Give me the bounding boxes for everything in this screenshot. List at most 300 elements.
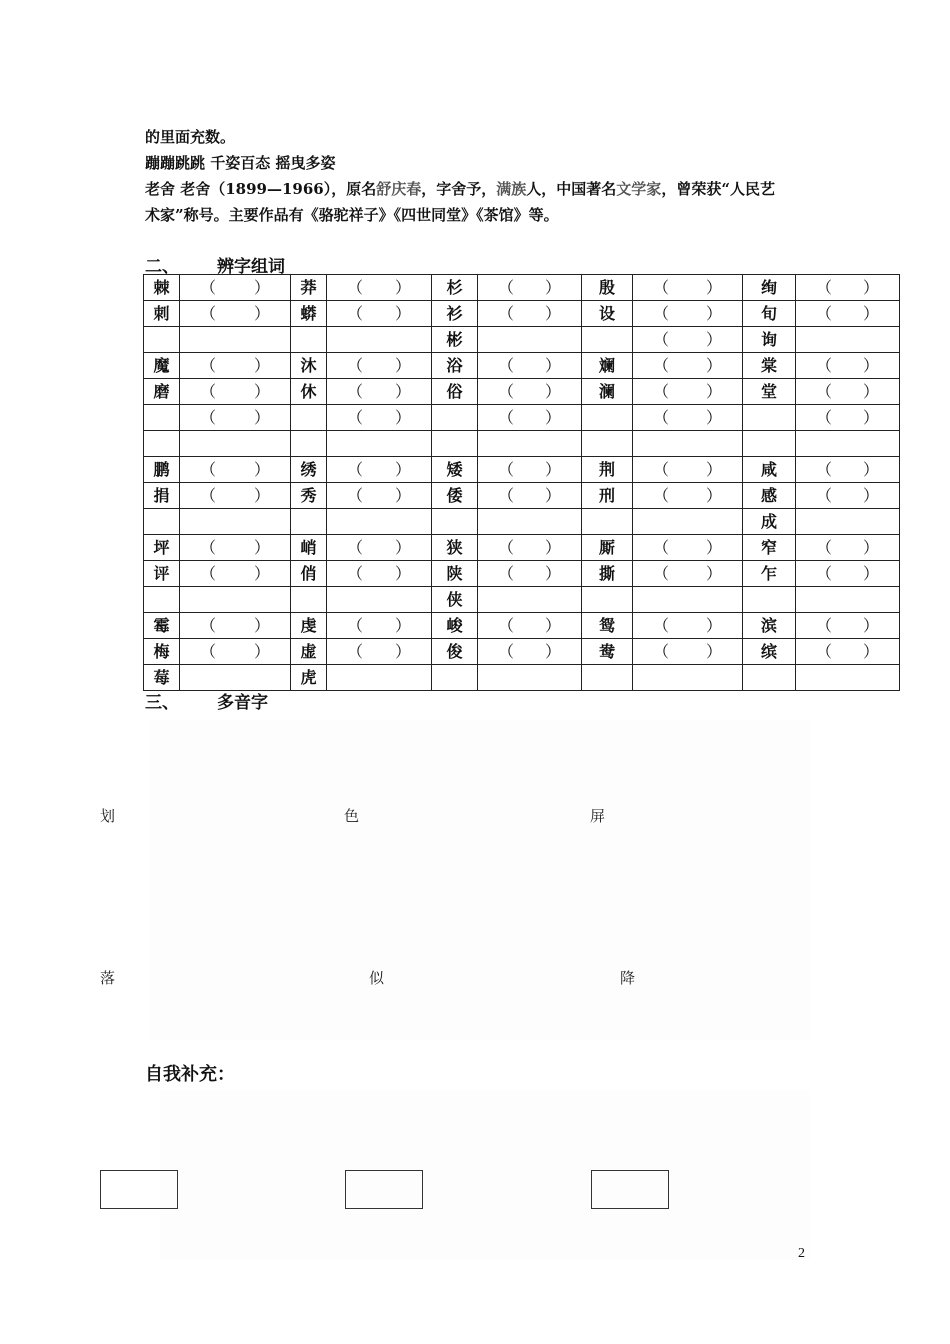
right-paren: ） xyxy=(862,486,879,505)
intro-line-3-d: ，曾荣获“人民艺 xyxy=(661,180,775,198)
grid-answer-cell[interactable] xyxy=(180,275,291,301)
grid-answer-cell xyxy=(327,431,432,457)
grid-char-cell: 澜 xyxy=(582,379,633,405)
grid-char-cell: 滨 xyxy=(743,613,796,639)
right-paren: ） xyxy=(862,538,879,557)
grid-answer-cell[interactable] xyxy=(478,275,582,301)
grid-char-cell xyxy=(144,327,180,353)
grid-answer-cell[interactable] xyxy=(327,561,432,587)
left-paren: （ xyxy=(653,278,670,297)
grid-answer-cell[interactable] xyxy=(180,301,291,327)
left-paren: （ xyxy=(200,382,217,401)
right-paren: ） xyxy=(394,642,411,661)
grid-char-cell: 彬 xyxy=(432,327,478,353)
grid-char-cell: 倭 xyxy=(432,483,478,509)
left-paren: （ xyxy=(200,304,217,323)
grid-answer-cell[interactable] xyxy=(796,483,900,509)
grid-char-cell: 莽 xyxy=(291,275,327,301)
left-paren: （ xyxy=(498,382,515,401)
grid-row xyxy=(144,639,900,665)
grid-char-cell xyxy=(582,327,633,353)
answer-box-3[interactable] xyxy=(591,1170,669,1209)
right-paren: ） xyxy=(394,356,411,375)
grid-answer-cell[interactable] xyxy=(327,457,432,483)
section-3-heading xyxy=(145,688,268,713)
left-paren: （ xyxy=(653,382,670,401)
grid-answer-cell[interactable] xyxy=(327,301,432,327)
right-paren: ） xyxy=(705,382,722,401)
grid-answer-cell[interactable] xyxy=(180,639,291,665)
right-paren: ） xyxy=(705,486,722,505)
left-paren: （ xyxy=(347,486,364,505)
grid-answer-cell[interactable] xyxy=(796,379,900,405)
grid-char-cell: 捐 xyxy=(144,483,180,509)
grid-char-cell xyxy=(432,405,478,431)
grid-answer-cell xyxy=(180,509,291,535)
grid-row xyxy=(144,327,900,353)
right-paren: ） xyxy=(862,460,879,479)
grid-answer-cell[interactable] xyxy=(327,613,432,639)
grid-answer-cell xyxy=(180,431,291,457)
grid-answer-cell[interactable] xyxy=(796,639,900,665)
left-paren: （ xyxy=(200,356,217,375)
grid-char-cell: 坪 xyxy=(144,535,180,561)
polyphone-jiang: 降 xyxy=(620,969,636,987)
left-paren: （ xyxy=(200,408,217,427)
left-paren: （ xyxy=(653,330,670,349)
left-paren: （ xyxy=(498,616,515,635)
right-paren: ） xyxy=(544,538,561,557)
grid-answer-cell[interactable] xyxy=(478,613,582,639)
grid-char-cell: 虚 xyxy=(291,639,327,665)
polyphone-ping: 屏 xyxy=(590,807,606,825)
grid-char-cell xyxy=(144,405,180,431)
page-number: 2 xyxy=(798,1246,805,1261)
grid-row xyxy=(144,405,900,431)
right-paren: ） xyxy=(862,616,879,635)
grid-char-cell: 霉 xyxy=(144,613,180,639)
left-paren: （ xyxy=(347,356,364,375)
grid-answer-cell[interactable] xyxy=(478,405,582,431)
grid-answer-cell[interactable] xyxy=(796,613,900,639)
right-paren: ） xyxy=(544,642,561,661)
self-supplement-label: 自我补充： xyxy=(145,1064,235,1085)
intro-line-3-b: ，字舍予， xyxy=(421,180,497,198)
grid-char-cell: 刺 xyxy=(144,301,180,327)
answer-box-2[interactable] xyxy=(345,1170,423,1209)
left-paren: （ xyxy=(653,408,670,427)
grid-char-cell xyxy=(582,665,633,691)
grid-char-cell: 询 xyxy=(743,327,796,353)
right-paren: ） xyxy=(862,278,879,297)
grid-char-cell: 厮 xyxy=(582,535,633,561)
section-3-title: 多音字 xyxy=(217,693,268,713)
right-paren: ） xyxy=(705,538,722,557)
right-paren: ） xyxy=(705,304,722,323)
left-paren: （ xyxy=(347,538,364,557)
left-paren: （ xyxy=(816,486,833,505)
grid-answer-cell[interactable] xyxy=(633,639,743,665)
grid-answer-cell xyxy=(478,587,582,613)
grid-char-cell: 缤 xyxy=(743,639,796,665)
right-paren: ） xyxy=(394,486,411,505)
grid-answer-cell[interactable] xyxy=(633,353,743,379)
left-paren: （ xyxy=(347,304,364,323)
grid-char-cell xyxy=(743,431,796,457)
grid-char-cell: 殷 xyxy=(582,275,633,301)
polyphone-si: 似 xyxy=(369,969,385,987)
grid-answer-cell[interactable] xyxy=(478,457,582,483)
left-paren: （ xyxy=(498,278,515,297)
grid-answer-cell xyxy=(327,665,432,691)
right-paren: ） xyxy=(394,304,411,323)
grid-char-cell xyxy=(582,431,633,457)
left-paren: （ xyxy=(816,278,833,297)
grid-row xyxy=(144,379,900,405)
grid-row xyxy=(144,561,900,587)
right-paren: ） xyxy=(253,356,270,375)
grid-answer-cell[interactable] xyxy=(180,353,291,379)
grid-answer-cell xyxy=(180,327,291,353)
grid-char-cell xyxy=(291,509,327,535)
right-paren: ） xyxy=(544,460,561,479)
right-paren: ） xyxy=(394,382,411,401)
left-paren: （ xyxy=(653,616,670,635)
left-paren: （ xyxy=(347,408,364,427)
grid-row xyxy=(144,535,900,561)
right-paren: ） xyxy=(253,382,270,401)
grid-char-cell xyxy=(582,509,633,535)
grid-answer-cell xyxy=(633,587,743,613)
section-3-number: 三、 xyxy=(145,693,179,713)
grid-answer-cell[interactable] xyxy=(796,457,900,483)
right-paren: ） xyxy=(253,642,270,661)
grid-char-cell: 乍 xyxy=(743,561,796,587)
right-paren: ） xyxy=(394,408,411,427)
grid-answer-cell[interactable] xyxy=(633,561,743,587)
right-paren: ） xyxy=(705,330,722,349)
grid-char-cell: 沐 xyxy=(291,353,327,379)
grid-answer-cell[interactable] xyxy=(478,379,582,405)
left-paren: （ xyxy=(816,564,833,583)
left-paren: （ xyxy=(200,616,217,635)
grid-char-cell: 虔 xyxy=(291,613,327,639)
left-paren: （ xyxy=(200,642,217,661)
grid-char-cell: 俏 xyxy=(291,561,327,587)
right-paren: ） xyxy=(544,382,561,401)
left-paren: （ xyxy=(347,460,364,479)
grid-char-cell: 杉 xyxy=(432,275,478,301)
grid-answer-cell[interactable] xyxy=(478,353,582,379)
left-paren: （ xyxy=(200,538,217,557)
grid-char-cell: 浴 xyxy=(432,353,478,379)
left-paren: （ xyxy=(498,538,515,557)
left-paren: （ xyxy=(200,564,217,583)
grid-char-cell: 休 xyxy=(291,379,327,405)
right-paren: ） xyxy=(862,408,879,427)
grid-row xyxy=(144,457,900,483)
right-paren: ） xyxy=(253,616,270,635)
grid-char-cell: 评 xyxy=(144,561,180,587)
grid-char-cell: 旬 xyxy=(743,301,796,327)
right-paren: ） xyxy=(253,408,270,427)
right-paren: ） xyxy=(394,538,411,557)
right-paren: ） xyxy=(253,538,270,557)
grid-char-cell xyxy=(144,431,180,457)
left-paren: （ xyxy=(816,616,833,635)
grid-char-cell: 咸 xyxy=(743,457,796,483)
left-paren: （ xyxy=(347,642,364,661)
grid-char-cell xyxy=(743,665,796,691)
grid-char-cell: 莓 xyxy=(144,665,180,691)
right-paren: ） xyxy=(544,486,561,505)
left-paren: （ xyxy=(816,642,833,661)
grid-answer-cell xyxy=(633,509,743,535)
grid-answer-cell xyxy=(796,665,900,691)
grid-answer-cell xyxy=(633,665,743,691)
character-grid xyxy=(143,274,900,691)
grid-char-cell: 魔 xyxy=(144,353,180,379)
grid-answer-cell xyxy=(633,431,743,457)
section-2-title: 辨字组词 xyxy=(217,257,285,277)
grid-char-cell: 峭 xyxy=(291,535,327,561)
grid-char-cell: 撕 xyxy=(582,561,633,587)
grid-char-cell: 荆 xyxy=(582,457,633,483)
author-name: 舒庆春 xyxy=(376,180,422,198)
grid-answer-cell[interactable] xyxy=(796,561,900,587)
grid-char-cell: 陕 xyxy=(432,561,478,587)
left-paren: （ xyxy=(816,460,833,479)
grid-answer-cell[interactable] xyxy=(633,275,743,301)
left-paren: （ xyxy=(653,304,670,323)
grid-char-cell: 成 xyxy=(743,509,796,535)
right-paren: ） xyxy=(253,486,270,505)
right-paren: ） xyxy=(705,408,722,427)
intro-line-4: 术家”称号。主要作品有《骆驼祥子》《四世同堂》《茶馆》等。 xyxy=(145,206,559,224)
grid-char-cell: 峻 xyxy=(432,613,478,639)
right-paren: ） xyxy=(544,564,561,583)
grid-char-cell xyxy=(582,587,633,613)
grid-char-cell: 绚 xyxy=(743,275,796,301)
grid-answer-cell[interactable] xyxy=(633,301,743,327)
grid-answer-cell[interactable] xyxy=(633,483,743,509)
grid-answer-cell[interactable] xyxy=(180,561,291,587)
grid-answer-cell[interactable] xyxy=(478,535,582,561)
grid-char-cell: 矮 xyxy=(432,457,478,483)
grid-answer-cell[interactable] xyxy=(478,301,582,327)
grid-char-cell: 感 xyxy=(743,483,796,509)
right-paren: ） xyxy=(705,460,722,479)
polyphone-se: 色 xyxy=(344,807,360,825)
grid-answer-cell[interactable] xyxy=(180,405,291,431)
right-paren: ） xyxy=(705,356,722,375)
faint-watermark-block xyxy=(150,720,810,1040)
grid-char-cell: 鸯 xyxy=(582,639,633,665)
grid-answer-cell[interactable] xyxy=(633,327,743,353)
right-paren: ） xyxy=(544,304,561,323)
grid-answer-cell[interactable] xyxy=(180,483,291,509)
grid-answer-cell[interactable] xyxy=(327,353,432,379)
right-paren: ） xyxy=(253,460,270,479)
grid-answer-cell xyxy=(478,431,582,457)
grid-row xyxy=(144,665,900,691)
grid-answer-cell[interactable] xyxy=(633,457,743,483)
grid-answer-cell[interactable] xyxy=(478,561,582,587)
left-paren: （ xyxy=(816,408,833,427)
grid-char-cell xyxy=(144,587,180,613)
grid-answer-cell[interactable] xyxy=(478,639,582,665)
grid-answer-cell[interactable] xyxy=(796,405,900,431)
right-paren: ） xyxy=(705,278,722,297)
grid-answer-cell[interactable] xyxy=(478,483,582,509)
grid-char-cell: 堂 xyxy=(743,379,796,405)
left-paren: （ xyxy=(816,356,833,375)
grid-char-cell: 秀 xyxy=(291,483,327,509)
grid-char-cell xyxy=(432,431,478,457)
left-paren: （ xyxy=(498,304,515,323)
answer-box-1[interactable] xyxy=(100,1170,178,1209)
section-2-number: 二、 xyxy=(145,257,179,277)
right-paren: ） xyxy=(705,642,722,661)
right-paren: ） xyxy=(253,278,270,297)
grid-answer-cell[interactable] xyxy=(180,613,291,639)
grid-answer-cell xyxy=(796,327,900,353)
grid-answer-cell xyxy=(796,431,900,457)
grid-answer-cell xyxy=(796,587,900,613)
left-paren: （ xyxy=(653,642,670,661)
right-paren: ） xyxy=(394,564,411,583)
grid-char-cell xyxy=(291,327,327,353)
grid-char-cell: 狭 xyxy=(432,535,478,561)
grid-char-cell xyxy=(144,509,180,535)
grid-char-cell xyxy=(291,587,327,613)
left-paren: （ xyxy=(498,408,515,427)
right-paren: ） xyxy=(544,408,561,427)
grid-char-cell xyxy=(432,509,478,535)
grid-answer-cell[interactable] xyxy=(327,275,432,301)
grid-char-cell: 梅 xyxy=(144,639,180,665)
grid-answer-cell xyxy=(327,509,432,535)
grid-char-cell: 鹏 xyxy=(144,457,180,483)
right-paren: ） xyxy=(705,564,722,583)
grid-answer-cell xyxy=(327,587,432,613)
grid-answer-cell[interactable] xyxy=(327,535,432,561)
writer-link: 文学家 xyxy=(616,180,662,198)
left-paren: （ xyxy=(200,486,217,505)
left-paren: （ xyxy=(347,616,364,635)
grid-char-cell: 鸳 xyxy=(582,613,633,639)
grid-answer-cell[interactable] xyxy=(327,639,432,665)
grid-answer-cell[interactable] xyxy=(327,405,432,431)
left-paren: （ xyxy=(498,642,515,661)
right-paren: ） xyxy=(544,616,561,635)
grid-char-cell xyxy=(743,405,796,431)
right-paren: ） xyxy=(253,564,270,583)
grid-answer-cell xyxy=(180,665,291,691)
grid-char-cell: 蟒 xyxy=(291,301,327,327)
grid-char-cell: 侠 xyxy=(432,587,478,613)
left-paren: （ xyxy=(347,382,364,401)
left-paren: （ xyxy=(498,486,515,505)
polyphone-hua: 划 xyxy=(100,807,116,825)
right-paren: ） xyxy=(862,356,879,375)
grid-answer-cell xyxy=(478,327,582,353)
left-paren: （ xyxy=(653,564,670,583)
left-paren: （ xyxy=(653,538,670,557)
grid-answer-cell xyxy=(796,509,900,535)
grid-char-cell: 衫 xyxy=(432,301,478,327)
grid-char-cell: 斓 xyxy=(582,353,633,379)
grid-answer-cell[interactable] xyxy=(180,379,291,405)
intro-line-2: 蹦蹦跳跳 千姿百态 摇曳多姿 xyxy=(145,154,336,172)
grid-char-cell: 设 xyxy=(582,301,633,327)
grid-answer-cell xyxy=(478,509,582,535)
faint-watermark-block-2 xyxy=(160,1090,810,1260)
left-paren: （ xyxy=(816,304,833,323)
grid-answer-cell[interactable] xyxy=(633,613,743,639)
left-paren: （ xyxy=(498,564,515,583)
grid-answer-cell[interactable] xyxy=(633,405,743,431)
grid-answer-cell[interactable] xyxy=(327,483,432,509)
grid-answer-cell[interactable] xyxy=(327,379,432,405)
polyphone-luo: 落 xyxy=(100,969,116,987)
left-paren: （ xyxy=(200,460,217,479)
grid-answer-cell[interactable] xyxy=(796,353,900,379)
grid-char-cell: 虎 xyxy=(291,665,327,691)
grid-row xyxy=(144,483,900,509)
grid-answer-cell[interactable] xyxy=(633,535,743,561)
right-paren: ） xyxy=(394,460,411,479)
ethnic-link: 满族 xyxy=(496,180,527,198)
left-paren: （ xyxy=(200,278,217,297)
grid-answer-cell[interactable] xyxy=(796,535,900,561)
grid-char-cell xyxy=(743,587,796,613)
grid-row xyxy=(144,613,900,639)
right-paren: ） xyxy=(862,304,879,323)
right-paren: ） xyxy=(394,278,411,297)
left-paren: （ xyxy=(653,460,670,479)
grid-char-cell xyxy=(582,405,633,431)
left-paren: （ xyxy=(653,486,670,505)
grid-answer-cell[interactable] xyxy=(796,275,900,301)
grid-answer-cell[interactable] xyxy=(180,457,291,483)
grid-char-cell: 绣 xyxy=(291,457,327,483)
left-paren: （ xyxy=(498,356,515,375)
grid-char-cell: 磨 xyxy=(144,379,180,405)
grid-row xyxy=(144,431,900,457)
intro-line-3-a: 老舍 老舍（1899—1966），原名 xyxy=(145,180,377,198)
grid-answer-cell[interactable] xyxy=(633,379,743,405)
right-paren: ） xyxy=(862,642,879,661)
left-paren: （ xyxy=(816,538,833,557)
grid-answer-cell xyxy=(478,665,582,691)
grid-char-cell: 俗 xyxy=(432,379,478,405)
grid-answer-cell xyxy=(180,587,291,613)
grid-row xyxy=(144,275,900,301)
grid-row xyxy=(144,509,900,535)
grid-answer-cell xyxy=(327,327,432,353)
left-paren: （ xyxy=(653,356,670,375)
grid-char-cell: 刑 xyxy=(582,483,633,509)
grid-answer-cell[interactable] xyxy=(180,535,291,561)
grid-answer-cell[interactable] xyxy=(796,301,900,327)
grid-row xyxy=(144,587,900,613)
left-paren: （ xyxy=(498,460,515,479)
grid-char-cell: 窄 xyxy=(743,535,796,561)
grid-char-cell: 俊 xyxy=(432,639,478,665)
right-paren: ） xyxy=(862,564,879,583)
grid-char-cell xyxy=(291,405,327,431)
